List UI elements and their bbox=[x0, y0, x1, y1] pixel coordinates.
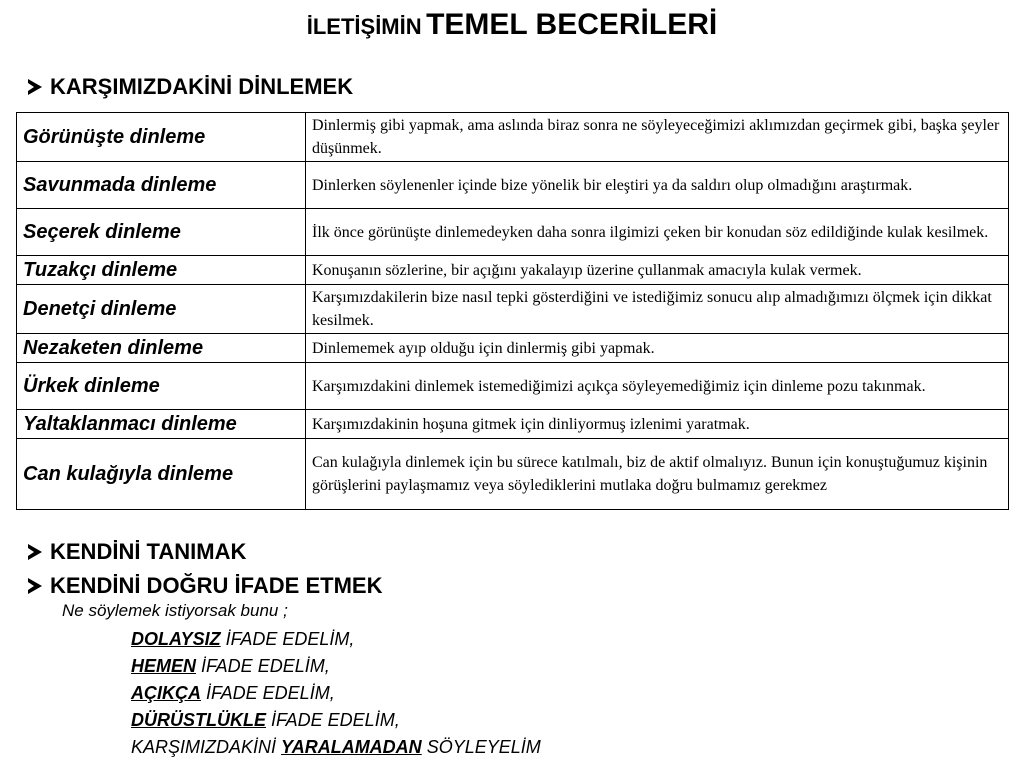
line-suffix: İFADE EDELİM, bbox=[196, 656, 330, 676]
term-cell: Yaltaklanmacı dinleme bbox=[17, 410, 306, 439]
description-cell: Karşımızdakini dinlemek istemediğimizi açıkça söyleyemediğimiz için dinleme pozu takınmak. bbox=[306, 363, 1009, 410]
arrow-bullet-icon bbox=[28, 544, 42, 560]
expression-line bbox=[131, 629, 354, 650]
term-cell: Ürkek dinleme bbox=[17, 363, 306, 410]
term-cell: Savunmada dinleme bbox=[17, 162, 306, 209]
expression-line bbox=[131, 683, 335, 704]
arrow-bullet-icon bbox=[28, 578, 42, 594]
description-cell: Karşımızdakinin hoşuna gitmek için dinliyormuş izlenimi yaratmak. bbox=[306, 410, 1009, 439]
table-row bbox=[17, 256, 1009, 285]
title-part-2: TEMEL BECERİLERİ bbox=[426, 8, 718, 41]
page-title bbox=[0, 8, 1024, 42]
expression-line bbox=[131, 737, 541, 758]
section-heading-text: KENDİNİ TANIMAK bbox=[50, 539, 247, 564]
description-cell: Can kulağıyla dinlemek için bu sürece katılmalı, biz de aktif olmalıyız. Bunun için konuştuğumuz kişinin görüşlerini paylaşmamız veya söylediklerini mutlaka doğru bulmamız gerekmez bbox=[306, 439, 1009, 510]
expression-intro: Ne söylemek istiyorsak bunu ; bbox=[62, 601, 288, 620]
description-cell: Dinlememek ayıp olduğu için dinlermiş gibi yapmak. bbox=[306, 334, 1009, 363]
section-heading-self-knowledge bbox=[28, 539, 246, 565]
listening-types-table bbox=[16, 112, 1009, 510]
description-cell: İlk önce görünüşte dinlemedeyken daha sonra ilgimizi çeken bir konudan söz edildiğinde kulak kesilmek. bbox=[306, 209, 1009, 256]
term-cell: Can kulağıyla dinleme bbox=[17, 439, 306, 510]
table-row bbox=[17, 162, 1009, 209]
section-heading-text: KARŞIMIZDAKİNİ DİNLEMEK bbox=[50, 74, 354, 99]
term-cell: Seçerek dinleme bbox=[17, 209, 306, 256]
table-row bbox=[17, 363, 1009, 410]
line-emphasis: YARALAMADAN bbox=[281, 737, 422, 757]
table-row bbox=[17, 285, 1009, 334]
section-heading-text: KENDİNİ DOĞRU İFADE ETMEK bbox=[50, 573, 383, 598]
description-cell: Karşımızdakilerin bize nasıl tepki gösterdiğini ve istediğimiz sonucu alıp almadığımızı ölçmek için dikkat kesilmek. bbox=[306, 285, 1009, 334]
line-emphasis: AÇIKÇA bbox=[131, 683, 201, 703]
title-part-1: İLETİŞİMİN bbox=[306, 14, 422, 39]
section-heading-self-expression bbox=[28, 573, 382, 599]
line-prefix: KARŞIMIZDAKİNİ bbox=[131, 737, 282, 757]
term-cell: Denetçi dinleme bbox=[17, 285, 306, 334]
expression-line bbox=[131, 710, 400, 731]
term-cell: Görünüşte dinleme bbox=[17, 113, 306, 162]
line-emphasis: HEMEN bbox=[131, 656, 197, 676]
line-emphasis: DOLAYSIZ bbox=[131, 629, 221, 649]
expression-line bbox=[131, 656, 330, 677]
table-row bbox=[17, 334, 1009, 363]
table-row bbox=[17, 410, 1009, 439]
line-suffix: SÖYLEYELİM bbox=[421, 737, 541, 757]
line-suffix: İFADE EDELİM, bbox=[220, 629, 355, 649]
term-cell: Tuzakçı dinleme bbox=[17, 256, 306, 285]
table-row bbox=[17, 113, 1009, 162]
table-row bbox=[17, 439, 1009, 510]
description-cell: Konuşanın sözlerine, bir açığını yakalayıp üzerine çullanmak amacıyla kulak vermek. bbox=[306, 256, 1009, 285]
arrow-bullet-icon bbox=[28, 79, 42, 95]
term-cell: Nezaketen dinleme bbox=[17, 334, 306, 363]
line-emphasis: DÜRÜSTLÜKLE bbox=[131, 710, 266, 730]
line-suffix: İFADE EDELİM, bbox=[266, 710, 400, 730]
description-cell: Dinlermiş gibi yapmak, ama aslında biraz sonra ne söyleyeceğimizi aklımızdan geçirmek gibi, başka şeyler düşünmek. bbox=[306, 113, 1009, 162]
line-suffix: İFADE EDELİM, bbox=[201, 683, 335, 703]
section-heading-listening bbox=[28, 74, 353, 100]
table-row bbox=[17, 209, 1009, 256]
description-cell: Dinlerken söylenenler içinde bize yönelik bir eleştiri ya da saldırı olup olmadığını araştırmak. bbox=[306, 162, 1009, 209]
